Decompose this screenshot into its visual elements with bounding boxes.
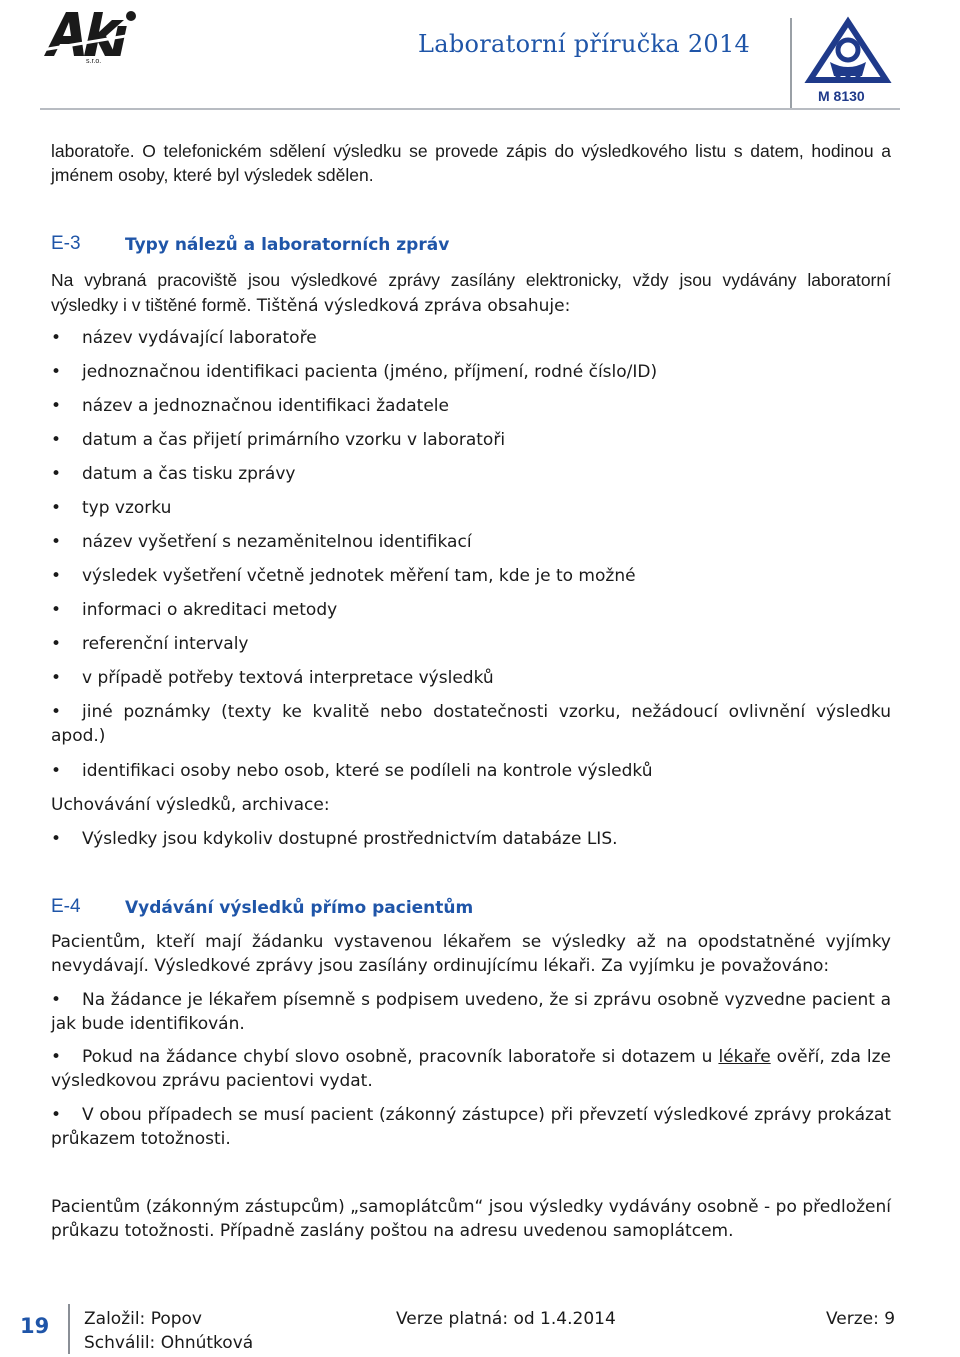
list-item: • datum a čas přijetí primárního vzorku v laboratoři (51, 428, 891, 462)
section-e4-title: Vydávání výsledků přímo pacientům (125, 898, 474, 918)
header-rule (40, 108, 900, 110)
section-e3-paragraph (51, 268, 891, 318)
accreditation-badge-label: M 8130 (818, 88, 865, 104)
header-divider (790, 18, 792, 110)
exception-item-3-text: V obou případech se musí pacient (zákonný zástupce) při převzetí výsledkové zprávy prokázat průkazem totožnosti. (51, 1105, 891, 1149)
footer-divider (68, 1304, 70, 1354)
footer-founded-by: Založil: Popov (84, 1309, 202, 1329)
exception-item-2-pre: Pokud na žádance chybí slovo osobně, pracovník laboratoře si dotazem u (82, 1047, 719, 1067)
list-item: • jednoznačnou identifikaci pacienta (jméno, příjmení, rodné číslo/ID) (51, 360, 891, 394)
report-contents-list-end (51, 759, 891, 783)
list-item: • referenční intervaly (51, 632, 891, 666)
list-item: • informaci o akreditaci metody (51, 598, 891, 632)
page-number: 19 (20, 1314, 50, 1338)
list-item: • v případě potřeby textová interpretace výsledků (51, 666, 891, 700)
exception-item-1-text: Na žádance je lékařem písemně s podpisem uvedeno, že si zprávu osobně vyzvedne pacient a jak bude identifikován. (51, 990, 891, 1034)
doctor-link[interactable]: lékaře (718, 1047, 771, 1067)
list-item: • typ vzorku (51, 496, 891, 530)
list-item: • výsledek vyšetření včetně jednotek měření tam, kde je to možné (51, 564, 891, 598)
section-e4-number: E-4 (51, 896, 81, 917)
footer-approved-by: Schválil: Ohnútková (84, 1333, 254, 1353)
exception-item-2-post: ověří, zda lze výsledkovou zprávu pacientovi vydat. (51, 1047, 891, 1091)
section-e4-paragraph: Pacientům, kteří mají žádanku vystavenou lékařem se výsledky až na opodstatněné vyjímky nevydávají. Výsledkové zprávy jsou zasílány ordinujícímu lékaři. Za vyjímku je považováno: (51, 932, 891, 976)
section-e3-paragraph-b: Tištěná výsledková zpráva obsahuje: (251, 296, 571, 316)
list-item: • datum a čas tisku zprávy (51, 462, 891, 496)
section-e3-paragraph-a: Na vybraná pracoviště jsou výsledkové zprávy zasílány elektronicky, vždy jsou vydávány laboratorní výsledky i v tištěné formě. (51, 270, 891, 315)
footer-valid-from: Verze platná: od 1.4.2014 (396, 1309, 616, 1329)
list-item: • název vydávající laboratoře (51, 326, 891, 360)
aki-logo-sub: s.r.o. (86, 58, 102, 64)
section-e3-title: Typy nálezů a laboratorních zpráv (125, 235, 450, 255)
list-item-long (51, 700, 891, 748)
intro-paragraph: laboratoře. O telefonickém sdělení výsledku se provede zápis do výsledkového listu s datem, hodinou a jménem osoby, které byl výsledek sdělen. (51, 141, 891, 185)
archive-list (51, 827, 891, 851)
bullet-dot: • (51, 1047, 62, 1067)
report-contents-list (51, 326, 891, 700)
list-item: • název vyšetření s nezaměnitelnou identifikací (51, 530, 891, 564)
exception-item-2 (51, 1045, 891, 1093)
document-title: Laboratorní příručka 2014 (418, 30, 751, 58)
archive-heading: Uchovávání výsledků, archivace: (51, 795, 330, 815)
footer-version: Verze: 9 (826, 1309, 896, 1329)
self-payers-paragraph: Pacientům (zákonným zástupcům) „samoplátcům“ jsou výsledky vydávány osobně - po předložení průkazu totožnosti. Případně zaslány poštou na adresu uvedenou samoplátcem. (51, 1197, 891, 1241)
list-item-long-text: jiné poznámky (texty ke kvalitě nebo dostatečnosti vzorku, nežádoucí ovlivnění výsledku apod.) (51, 702, 891, 746)
page-header (0, 0, 960, 112)
section-e3-number: E-3 (51, 233, 81, 254)
list-item: • Výsledky jsou kdykoliv dostupné prostřednictvím databáze LIS. (51, 827, 891, 851)
bullet-dot: • (51, 1105, 62, 1125)
exception-item-3 (51, 1103, 891, 1151)
aki-logo (40, 6, 140, 64)
list-item: • název a jednoznačnou identifikaci žadatele (51, 394, 891, 428)
list-item: • identifikaci osoby nebo osob, které se podíleli na kontrole výsledků (51, 759, 891, 783)
bullet-dot: • (51, 702, 62, 722)
bullet-dot: • (51, 990, 62, 1010)
exception-item-1 (51, 988, 891, 1036)
